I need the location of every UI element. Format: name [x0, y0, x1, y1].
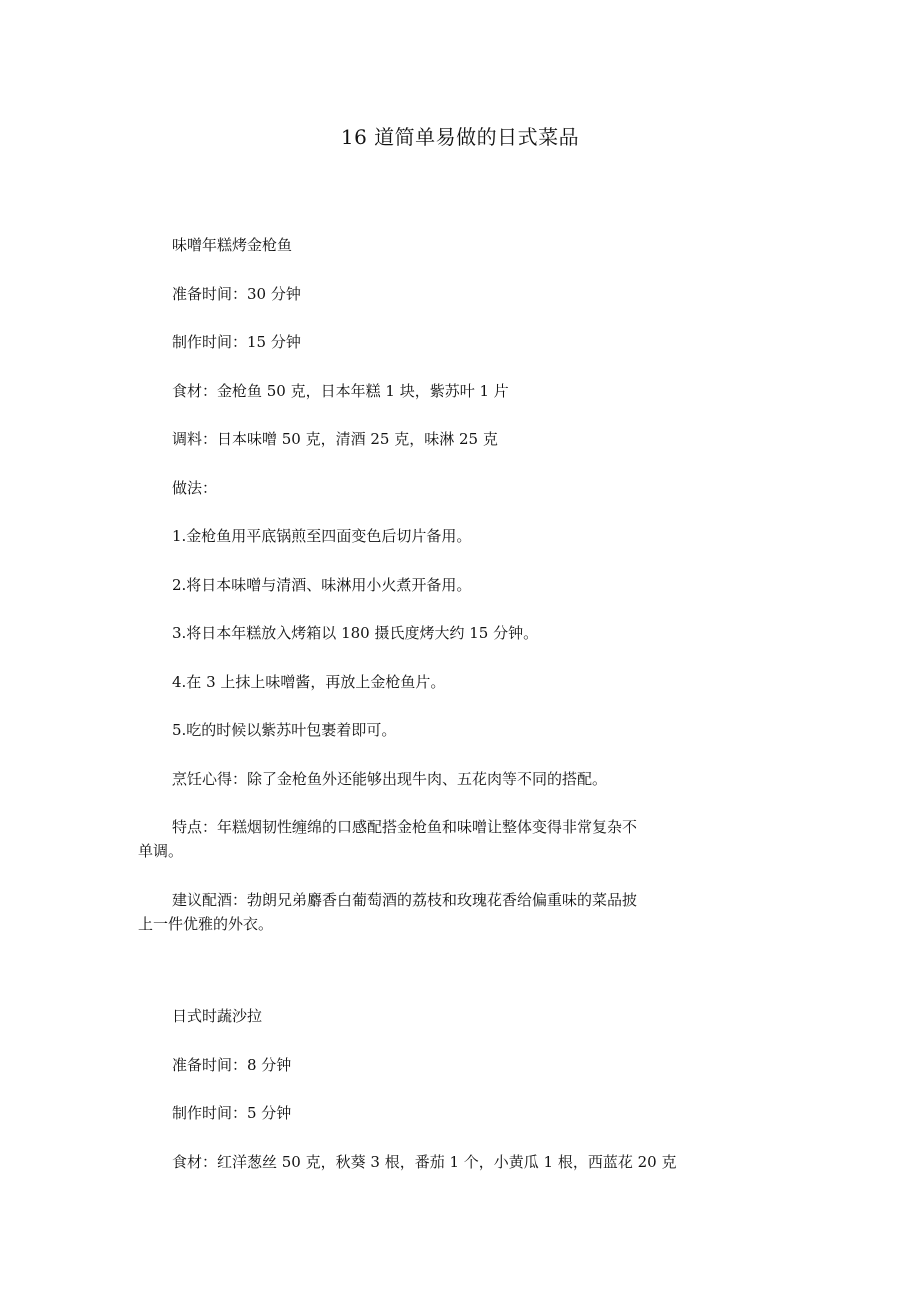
cooking-tips: 烹饪心得：除了金枪鱼外还能够出现牛肉、五花肉等不同的搭配。	[172, 769, 608, 788]
ingredients: 食材：金枪鱼 50 克，日本年糕 1 块，紫苏叶 1 片	[172, 381, 509, 400]
prep-time: 准备时间：30 分钟	[172, 284, 301, 303]
prep-time: 准备时间：8 分钟	[172, 1055, 292, 1074]
method-step: 5.吃的时候以紫苏叶包裹着即可。	[172, 721, 397, 739]
recipe-name: 味噌年糕烤金枪鱼	[172, 236, 293, 254]
recipe-section	[138, 1004, 698, 1174]
method-step: 4.在 3 上抹上味噌酱，再放上金枪鱼片。	[172, 672, 446, 691]
cook-time: 制作时间：5 分钟	[172, 1104, 292, 1122]
method-step: 3.将日本年糕放入烤箱以 180 摄氏度烤大约 15 分钟。	[172, 624, 539, 642]
dish-features: 特点：年糕烟韧性缠绵的口感配搭金枪鱼和味噌让整体变得非常复杂不单调。	[138, 818, 638, 860]
method-step: 1.金枪鱼用平底锅煎至四面变色后切片备用。	[172, 527, 472, 545]
ingredients: 食材：红洋葱丝 50 克，秋葵 3 根，番茄 1 个，小黄瓜 1 根，西蓝花 20 克	[172, 1152, 677, 1171]
document-title: 16 道简单易做的日式菜品	[340, 125, 580, 149]
method-label: 做法：	[172, 478, 218, 497]
recipe-section	[138, 233, 698, 936]
recipe-name: 日式时蔬沙拉	[172, 1007, 263, 1025]
method-step: 2.将日本味噌与清酒、味淋用小火煮开备用。	[172, 575, 472, 594]
wine-pairing: 建议配酒：勃朗兄弟麝香白葡萄酒的荔枝和玫瑰花香给偏重味的菜品披上一件优雅的外衣。	[138, 890, 638, 933]
seasoning: 调料：日本味噌 50 克，清酒 25 克，味淋 25 克	[172, 430, 498, 448]
cook-time: 制作时间：15 分钟	[172, 333, 301, 351]
